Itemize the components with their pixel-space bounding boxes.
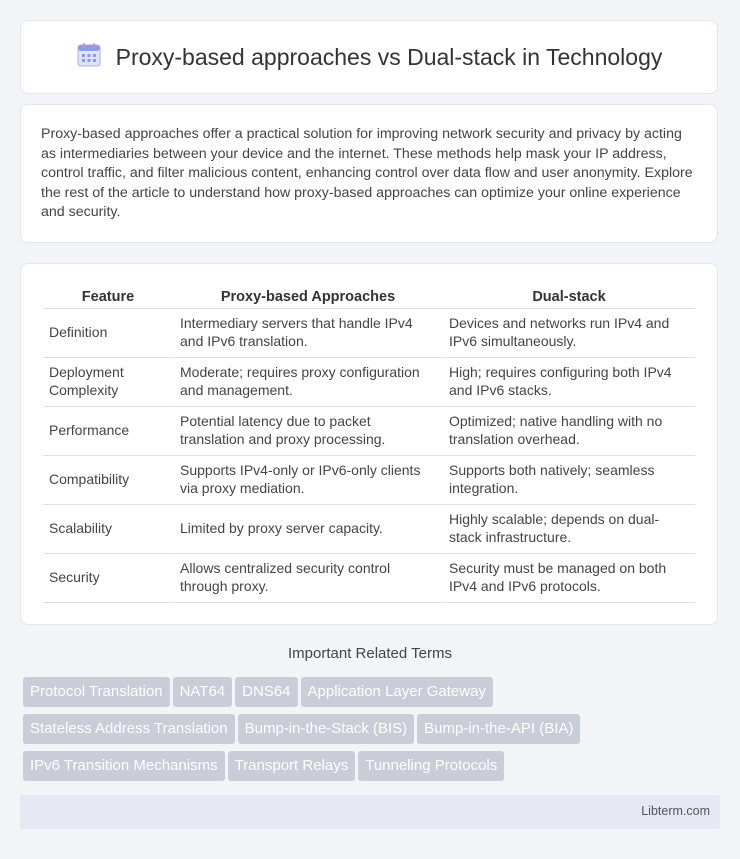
header-card	[20, 20, 718, 94]
proxy-cell: Moderate; requires proxy configuration and management.	[173, 358, 442, 407]
dualstack-cell: Security must be managed on both IPv4 and IPv6 protocols.	[442, 554, 695, 603]
column-header: Dual-stack	[442, 284, 695, 309]
footer-bar	[20, 795, 720, 829]
column-header: Proxy-based Approaches	[173, 284, 442, 309]
proxy-cell: Intermediary servers that handle IPv4 and IPv6 translation.	[173, 309, 442, 358]
feature-cell: Performance	[43, 407, 173, 456]
feature-cell: Security	[43, 554, 173, 603]
related-term-tag[interactable]: NAT64	[173, 677, 233, 707]
page-title: Proxy-based approaches vs Dual-stack in Technology	[115, 43, 663, 70]
proxy-cell: Limited by proxy server capacity.	[173, 505, 442, 554]
dualstack-cell: Optimized; native handling with no translation overhead.	[442, 407, 695, 456]
dualstack-cell: Devices and networks run IPv4 and IPv6 simultaneously.	[442, 309, 695, 358]
related-term-tag[interactable]: DNS64	[235, 677, 297, 707]
related-term-tag[interactable]: Transport Relays	[228, 751, 356, 781]
feature-cell: Compatibility	[43, 456, 173, 505]
feature-cell: Definition	[43, 309, 173, 358]
related-term-tag[interactable]: Bump-in-the-Stack (BIS)	[238, 714, 415, 744]
table-header-row	[43, 284, 695, 309]
footer-site-link[interactable]: Libterm.com	[641, 804, 710, 818]
proxy-cell: Allows centralized security control through proxy.	[173, 554, 442, 603]
related-term-tag[interactable]: Stateless Address Translation	[23, 714, 235, 744]
proxy-cell: Potential latency due to packet translation and proxy processing.	[173, 407, 442, 456]
related-terms-list	[23, 677, 723, 788]
table-row	[43, 358, 695, 407]
proxy-cell: Supports IPv4-only or IPv6-only clients via proxy mediation.	[173, 456, 442, 505]
comparison-table	[43, 284, 695, 603]
calendar-grid-icon	[76, 42, 102, 73]
intro-text: Proxy-based approaches offer a practical solution for improving network security and privacy by acting as intermediaries between your device and the internet. These methods help mask your IP address, control traffic, and filter malicious content, enhancing control over data flow and user anonymity. Explore the rest of the article to understand how proxy-based approaches can optimize your online experience and security.	[41, 126, 693, 221]
dualstack-cell: High; requires configuring both IPv4 and IPv6 stacks.	[442, 358, 695, 407]
dualstack-cell: Highly scalable; depends on dual-stack infrastructure.	[442, 505, 695, 554]
table-row	[43, 554, 695, 603]
table-row	[43, 407, 695, 456]
table-row	[43, 309, 695, 358]
column-header: Feature	[43, 284, 173, 309]
related-term-tag[interactable]: Bump-in-the-API (BIA)	[417, 714, 580, 744]
intro-card	[20, 104, 718, 243]
feature-cell: Deployment Complexity	[43, 358, 173, 407]
comparison-card	[20, 263, 718, 625]
feature-cell: Scalability	[43, 505, 173, 554]
table-row	[43, 456, 695, 505]
related-term-tag[interactable]: IPv6 Transition Mechanisms	[23, 751, 225, 781]
related-term-tag[interactable]: Protocol Translation	[23, 677, 170, 707]
related-term-tag[interactable]: Application Layer Gateway	[301, 677, 493, 707]
related-term-tag[interactable]: Tunneling Protocols	[358, 751, 504, 781]
related-terms-title: Important Related Terms	[288, 645, 452, 662]
dualstack-cell: Supports both natively; seamless integration.	[442, 456, 695, 505]
table-row	[43, 505, 695, 554]
